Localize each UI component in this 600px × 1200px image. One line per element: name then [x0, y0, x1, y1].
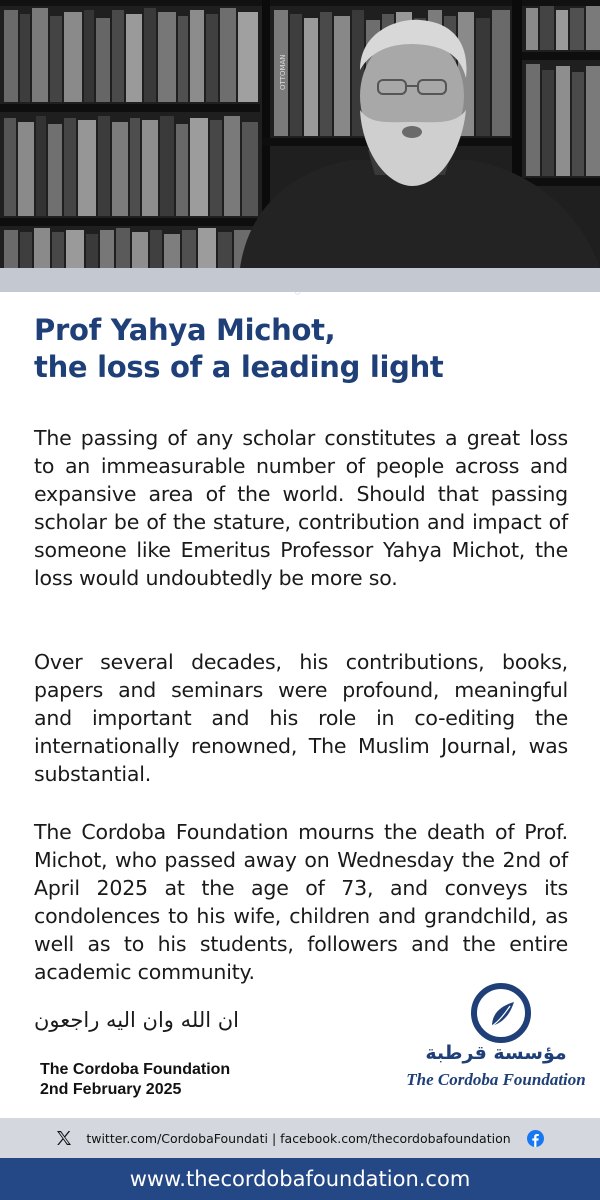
hero-photo: [0, 0, 600, 268]
arabic-phrase: ان الله وان اليه راجعون: [34, 1008, 239, 1032]
facebook-icon[interactable]: [527, 1130, 544, 1147]
x-twitter-icon[interactable]: [56, 1130, 72, 1146]
social-bar: [0, 1118, 600, 1158]
title-line-1: Prof Yahya Michot,: [34, 313, 336, 347]
paragraph-1: The passing of any scholar constitutes a great loss to an immeasurable number of people across and expansive area of the world. Should that passing scholar be of the stature, contribution and impact of someone like Emeritus Professor Yahya Michot, the loss would undoubtedly be more so.: [34, 426, 568, 590]
signature-org: The Cordoba Foundation: [40, 1061, 231, 1078]
footer-url[interactable]: www.thecordobafoundation.com: [0, 1158, 600, 1200]
book-spine-label: OTTOMAN: [279, 54, 287, 90]
portrait-image: [0, 0, 600, 268]
social-links[interactable]: twitter.com/CordobaFoundati | facebook.com/thecordobafoundation: [86, 1130, 511, 1146]
signature-date: 2nd February 2025: [40, 1081, 182, 1098]
cordoba-logo-mark-icon: [470, 982, 532, 1044]
cordoba-logo: [398, 982, 594, 1098]
logo-arabic-name: مؤسسة قرطبة: [425, 1042, 567, 1064]
logo-english-name: The Cordoba Foundation: [406, 1070, 586, 1089]
hero-divider-bar: [0, 268, 600, 292]
article-title: [34, 312, 574, 386]
title-line-2: the loss of a leading light: [34, 350, 444, 384]
signature-block: [40, 1060, 230, 1100]
paragraph-2: Over several decades, his contributions, books, papers and seminars were profound, meaningful and important and his role in co-editing the internationally renowned, The Muslim Journal, was substantial.: [34, 650, 568, 786]
paragraph-3: The Cordoba Foundation mourns the death of Prof. Michot, who passed away on Wednesday the 2nd of April 2025 at the age of 73, and conveys its condolences to his wife, children and grandchild, as well as to his students, followers and the entire academic community.: [34, 820, 568, 984]
